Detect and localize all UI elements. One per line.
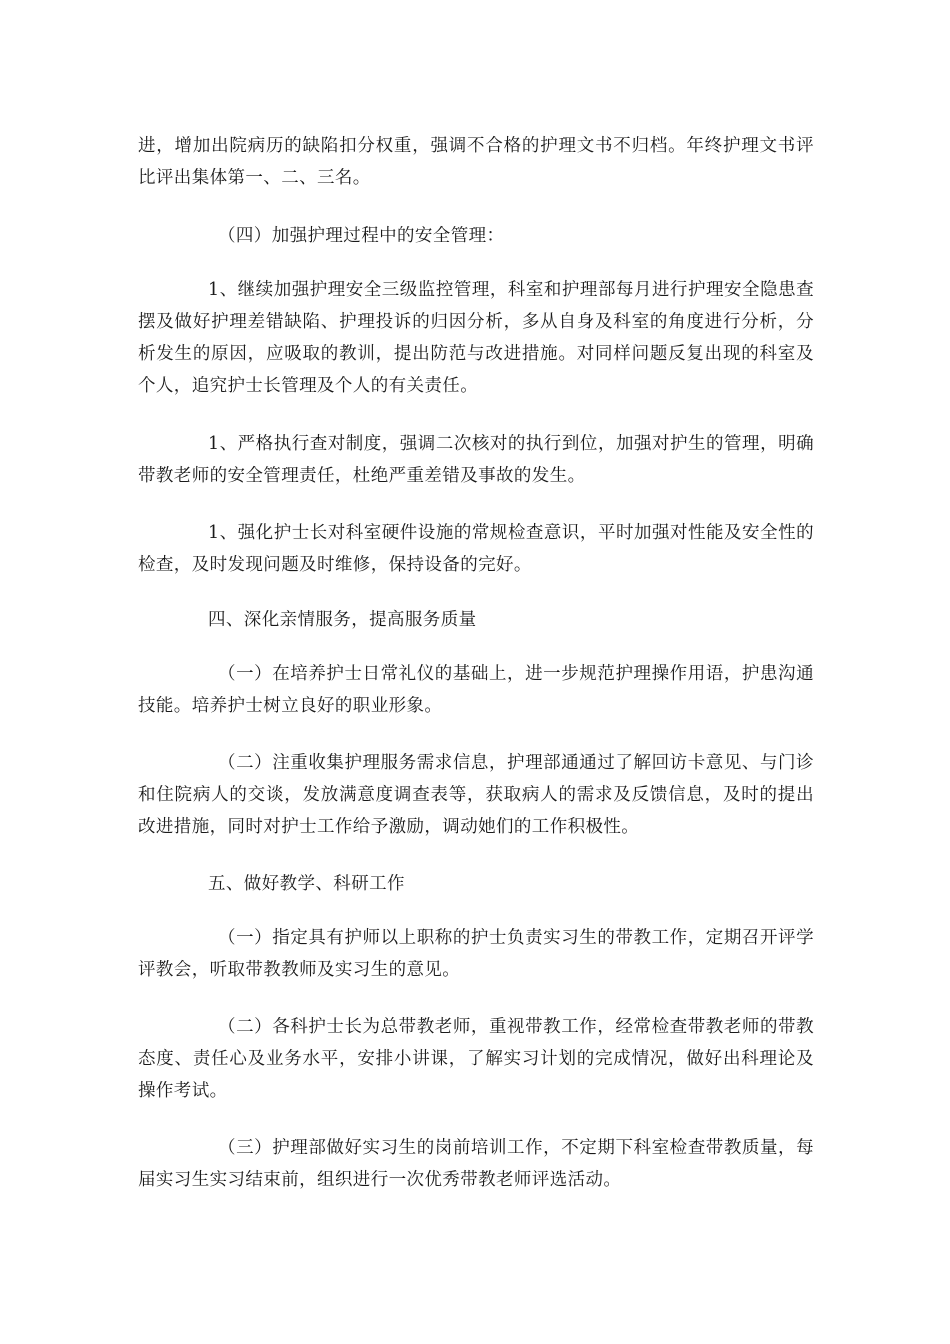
- paragraph-head-nurse-teaching: （二）各科护士长为总带教老师，重视带教工作，经常检查带教老师的带教态度、责任心及业务水平，安排小讲课，了解实习计划的完成情况，做好出科理论及操作考试。: [138, 1017, 814, 1101]
- paragraph-pre-job-training: （三）护理部做好实习生的岗前培训工作，不定期下科室检查带教质量，每届实习生实习结束前，组织进行一次优秀带教老师评选活动。: [138, 1138, 814, 1190]
- paragraph-hardware-check: 1、强化护士长对科室硬件设施的常规检查意识，平时加强对性能及安全性的检查，及时发现问题及时维修，保持设备的完好。: [138, 523, 814, 575]
- section-heading-service: 四、深化亲情服务，提高服务质量: [208, 610, 477, 630]
- paragraph-safety-monitoring: 1、继续加强护理安全三级监控管理，科室和护理部每月进行护理安全隐患查摆及做好护理差错缺陷、护理投诉的归因分析，多从自身及科室的角度进行分析，分析发生的原因，应吸取的教训，提出防范与改进措施。对同样问题反复出现的科室及个人，追究护士长管理及个人的有关责任。: [138, 280, 814, 396]
- paragraph-etiquette: （一）在培养护士日常礼仪的基础上，进一步规范护理操作用语，护患沟通技能。培养护士树立良好的职业形象。: [138, 664, 814, 716]
- section-heading-teaching: 五、做好教学、科研工作: [208, 874, 405, 894]
- paragraph-continuation: 进，增加出院病历的缺陷扣分权重，强调不合格的护理文书不归档。年终护理文书评比评出集体第一、二、三名。: [138, 136, 814, 188]
- paragraph-feedback: （二）注重收集护理服务需求信息，护理部通通过了解回访卡意见、与门诊和住院病人的交谈，发放满意度调查表等，获取病人的需求及反馈信息，及时的提出改进措施，同时对护士工作给予激励，调动她们的工作积极性。: [138, 753, 814, 837]
- paragraph-intern-teaching: （一）指定具有护师以上职称的护士负责实习生的带教工作，定期召开评学评教会，听取带教教师及实习生的意见。: [138, 928, 814, 980]
- section-heading-4: （四）加强护理过程中的安全管理：: [218, 226, 505, 246]
- paragraph-check-system: 1、严格执行查对制度，强调二次核对的执行到位，加强对护生的管理，明确带教老师的安全管理责任，杜绝严重差错及事故的发生。: [138, 434, 814, 486]
